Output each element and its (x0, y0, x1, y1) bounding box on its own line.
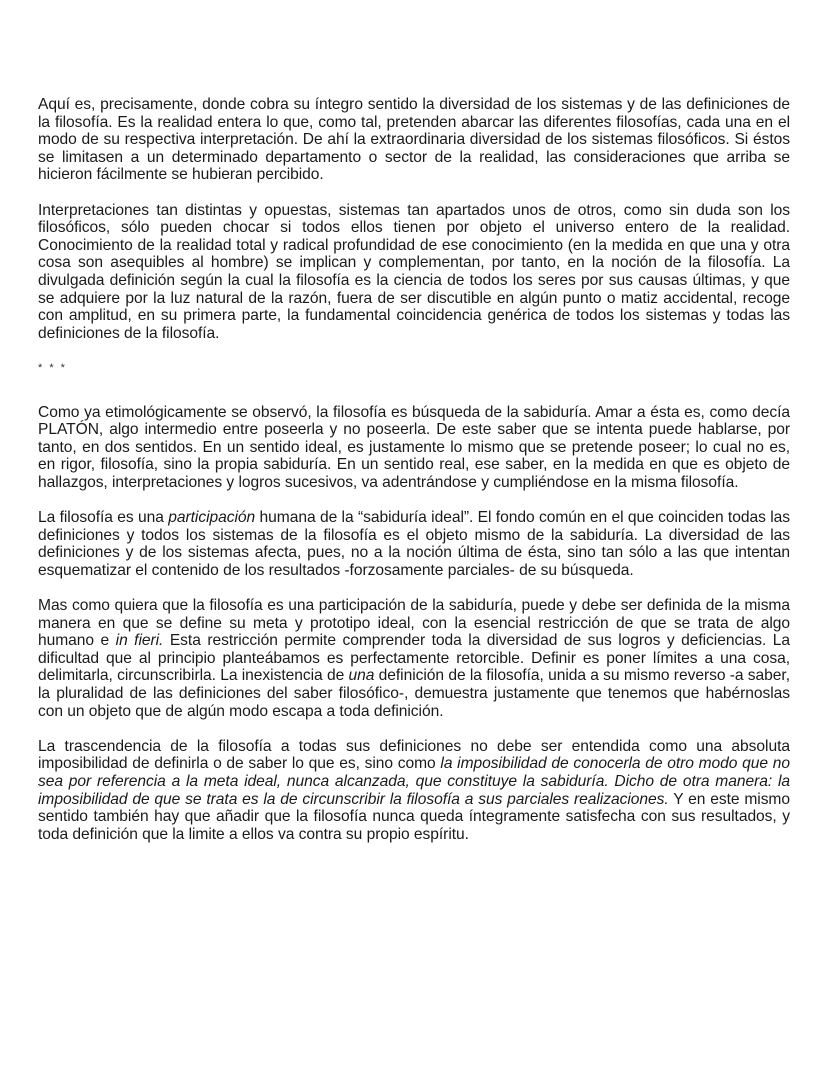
document-page (38, 96, 790, 861)
paragraph-2-text: Interpretaciones tan distintas y opuestas, sistemas tan apartados unos de otros, como sin duda son los filosóficos, sólo pueden chocar si todos ellos tienen por objeto el universo entero de la realidad. Conocimiento de la realidad total y radical profundidad de ese conocimiento (en la medida en que una y otra cosa son asequibles al hombre) se implican y complementan, por tanto, en la noción de la filosofía. La divulgada definición según la cual la filosofía es la ciencia de todos los seres por sus causas últimas, y que se adquiere por la luz natural de la razón, fuera de ser discutible en algún punto o matiz accidental, recoge con amplitud, en su primera parte, la fundamental coincidencia genérica de todos los sistemas y todas las definiciones de la filosofía. (38, 201, 790, 342)
paragraph-6-text-a: La trascendencia de la filosofía a todas sus definiciones no debe ser entendida como una absoluta imposibilidad de definirla o de saber lo que es, sino como (38, 737, 790, 773)
paragraph-6-text-b: Y en este mismo sentido también hay que añadir que la filosofía nunca queda íntegramente satisfecha con sus resultados, y toda definición que la limite a ellos va contra su propio espíritu. (38, 790, 790, 843)
paragraph-4-italic-participacion: participación (168, 509, 256, 527)
paragraph-5-italic-in-fieri: in fieri. (115, 632, 164, 650)
paragraph-3 (38, 404, 790, 492)
paragraph-5 (38, 597, 790, 720)
paragraph-6 (38, 738, 790, 844)
paragraph-4 (38, 509, 790, 579)
paragraph-4-text-b: humana de la “sabiduría ideal”. El fondo común en el que coinciden todas las definiciones y todos los sistemas de la filosofía es el objeto mismo de la sabiduría. La diversidad de las definiciones y de los sistemas afecta, pues, no a la noción última de ésta, sino tan sólo a las que intentan esquematizar el contenido de los resultados -forzosamente parciales- de su búsqueda. (38, 509, 790, 579)
paragraph-5-text-b: Esta restricción permite comprender toda la diversidad de sus logros y deficiencias. La dificultad que al principio planteábamos es perfectamente retorcible. Definir es poner límites a una cosa, delimitarla, circunscribirla. La inexistencia de (38, 632, 790, 685)
paragraph-4-text-a: La filosofía es una (38, 509, 169, 527)
paragraph-5-italic-una: una (348, 667, 375, 685)
paragraph-6-italic-passage: la imposibilidad de conocerla de otro modo que no sea por referencia a la meta ideal, nunca alcanzada, que constituye la sabiduría. Dicho de otra manera: la imposibilidad de que se trata es la de circunscribir la filosofía a sus parciales realizaciones. (38, 755, 790, 808)
paragraph-5-text-a: Mas como quiera que la filosofía es una participación de la sabiduría, puede y debe ser definida de la misma manera en que se define su meta y prototipo ideal, con la esencial restricción de que se trata de algo humano e (38, 597, 790, 650)
paragraph-5-text-c: definición de la filosofía, unida a su mismo reverso -a saber, la pluralidad de las definiciones del saber filosófico-, demuestra justamente que tenemos que habérnoslas con un objeto que de algún modo escapa a toda definición. (38, 667, 790, 720)
section-separator: * * * (38, 361, 67, 374)
paragraph-2 (38, 202, 790, 343)
paragraph-1 (38, 96, 790, 184)
paragraph-3-text: Como ya etimológicamente se observó, la filosofía es búsqueda de la sabiduría. Amar a ésta es, como decía PLATÓN, algo intermedio entre poseerla y no poseerla. De este saber que se intenta puede hablarse, por tanto, en dos sentidos. En un sentido ideal, es justamente lo mismo que se pretende poseer; lo cual no es, en rigor, filosofía, sino la propia sabiduría. En un sentido real, ese saber, en la medida en que es objeto de hallazgos, interpretaciones y logros sucesivos, va adentrándose y cumpliéndose en la misma filosofía. (38, 403, 790, 491)
paragraph-1-text: Aquí es, precisamente, donde cobra su íntegro sentido la diversidad de los sistemas y de las definiciones de la filosofía. Es la realidad entera lo que, como tal, pretenden abarcar las diferentes filosofías, cada una en el modo de su respectiva interpretación. De ahí la extraordinaria diversidad de los sistemas filosóficos. Si éstos se limitasen a un determinado departamento o sector de la realidad, las consideraciones que arriba se hicieron fácilmente se hubieran percibido. (38, 96, 790, 184)
